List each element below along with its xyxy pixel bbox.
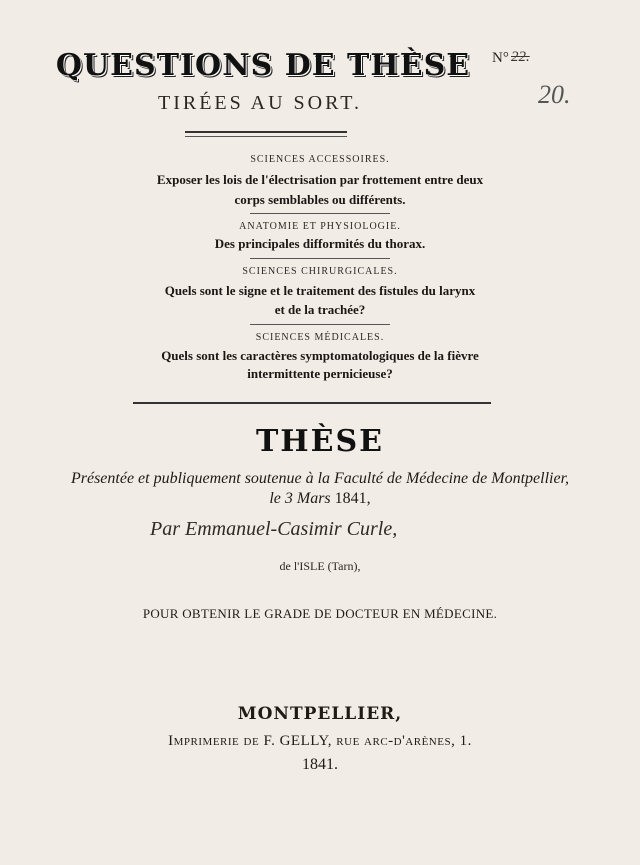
section-anatomy-physiology: ANATOMIE ET PHYSIOLOGIE. (239, 221, 401, 232)
drawn-by-lot-subtitle: TIRÉES AU SORT. (158, 92, 362, 114)
printer-part-4: 1. (459, 733, 472, 749)
questions-end-rule (133, 402, 491, 404)
printer-part-3: rue arc-d'arènes, (336, 733, 456, 749)
presentation-statement: Présentée et publiquement soutenue à la Faculté de Médecine de Montpellier, (70, 470, 570, 487)
number-value: 22. (511, 49, 530, 65)
printer-part-1: Imprimerie de (168, 733, 260, 749)
divider (250, 213, 390, 214)
question-4-line-2: intermittente pernicieuse? (247, 366, 393, 381)
question-2-line-1: Des principales difformités du thorax. (214, 236, 426, 251)
section-surgical-sciences: SCIENCES CHIRURGICALES. (242, 266, 398, 277)
question-1-line-2: corps semblables ou différents. (234, 192, 406, 207)
date-year: 1841, (334, 490, 371, 507)
question-3-line-2: et de la trachée? (274, 302, 366, 317)
author-origin: de l'ISLE (Tarn), (279, 559, 361, 573)
question-4-line-1: Quels sont les caractères symptomatologiques de la fièvre (161, 348, 479, 363)
imprint-city: MONTPELLIER, (237, 704, 403, 724)
thesis-title: THÈSE (255, 424, 385, 459)
number-label: N° (492, 50, 509, 66)
section-accessory-sciences: SCIENCES ACCESSOIRES. (250, 154, 390, 165)
question-1-line-1: Exposer les lois de l'électrisation par frottement entre deux (156, 172, 484, 187)
divider (250, 258, 390, 259)
masthead-title: QUESTIONS DE THÈSE (55, 48, 471, 83)
author-name: Par Emmanuel-Casimir Curle, (150, 518, 398, 540)
imprint-printer (0, 733, 640, 750)
imprint-year: 1841. (302, 756, 338, 773)
divider (250, 324, 390, 325)
handwritten-number: 20. (538, 80, 571, 109)
date-month: Mars (296, 490, 331, 507)
question-3-line-1: Quels sont le signe et le traitement des fistules du larynx (164, 283, 476, 298)
degree-purpose: POUR OBTENIR LE GRADE DE DOCTEUR EN MÉDECINE. (142, 606, 498, 621)
header-rule (185, 131, 347, 133)
header-rule-thin (185, 136, 347, 137)
printer-part-2: F. GELLY, (263, 733, 333, 749)
section-medical-sciences: SCIENCES MÉDICALES. (255, 332, 385, 343)
defense-date (0, 490, 640, 508)
date-prefix: le 3 (269, 490, 293, 507)
